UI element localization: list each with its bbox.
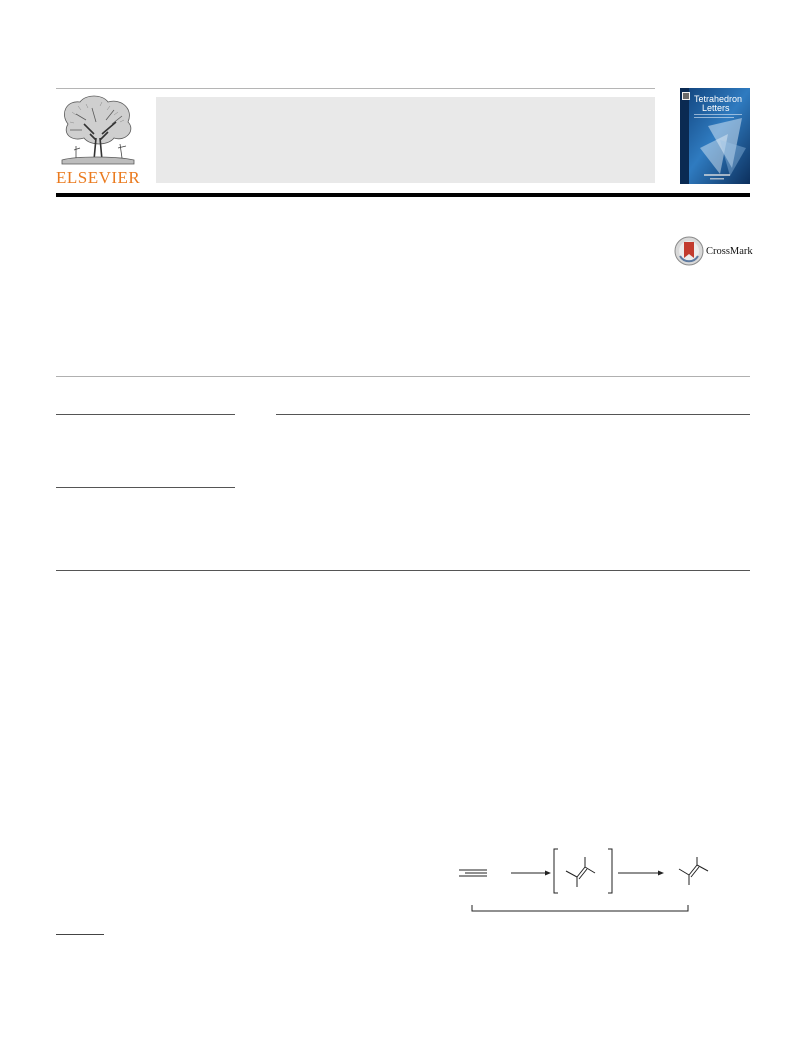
abstract-heading-rule [276, 414, 750, 415]
reaction-scheme [455, 845, 715, 917]
journal-banner [156, 97, 655, 183]
keywords-heading-rule [56, 487, 235, 488]
article-info-heading-rule [56, 414, 235, 415]
article-info-top-rule [56, 376, 750, 377]
header-thick-rule [56, 193, 750, 197]
elsevier-tree-logo [56, 94, 138, 168]
crossmark-icon[interactable] [674, 236, 704, 266]
publisher-logo-text: ELSEVIER [56, 168, 141, 187]
abstract-bottom-rule [56, 570, 750, 571]
cover-title-line2: Letters [702, 103, 730, 113]
journal-cover-image [680, 88, 750, 184]
footnote-rule [56, 934, 104, 935]
header-top-rule [56, 88, 655, 89]
cover-title-line1: Tetrahedron [694, 94, 743, 104]
crossmark-label[interactable]: CrossMark [706, 246, 753, 257]
